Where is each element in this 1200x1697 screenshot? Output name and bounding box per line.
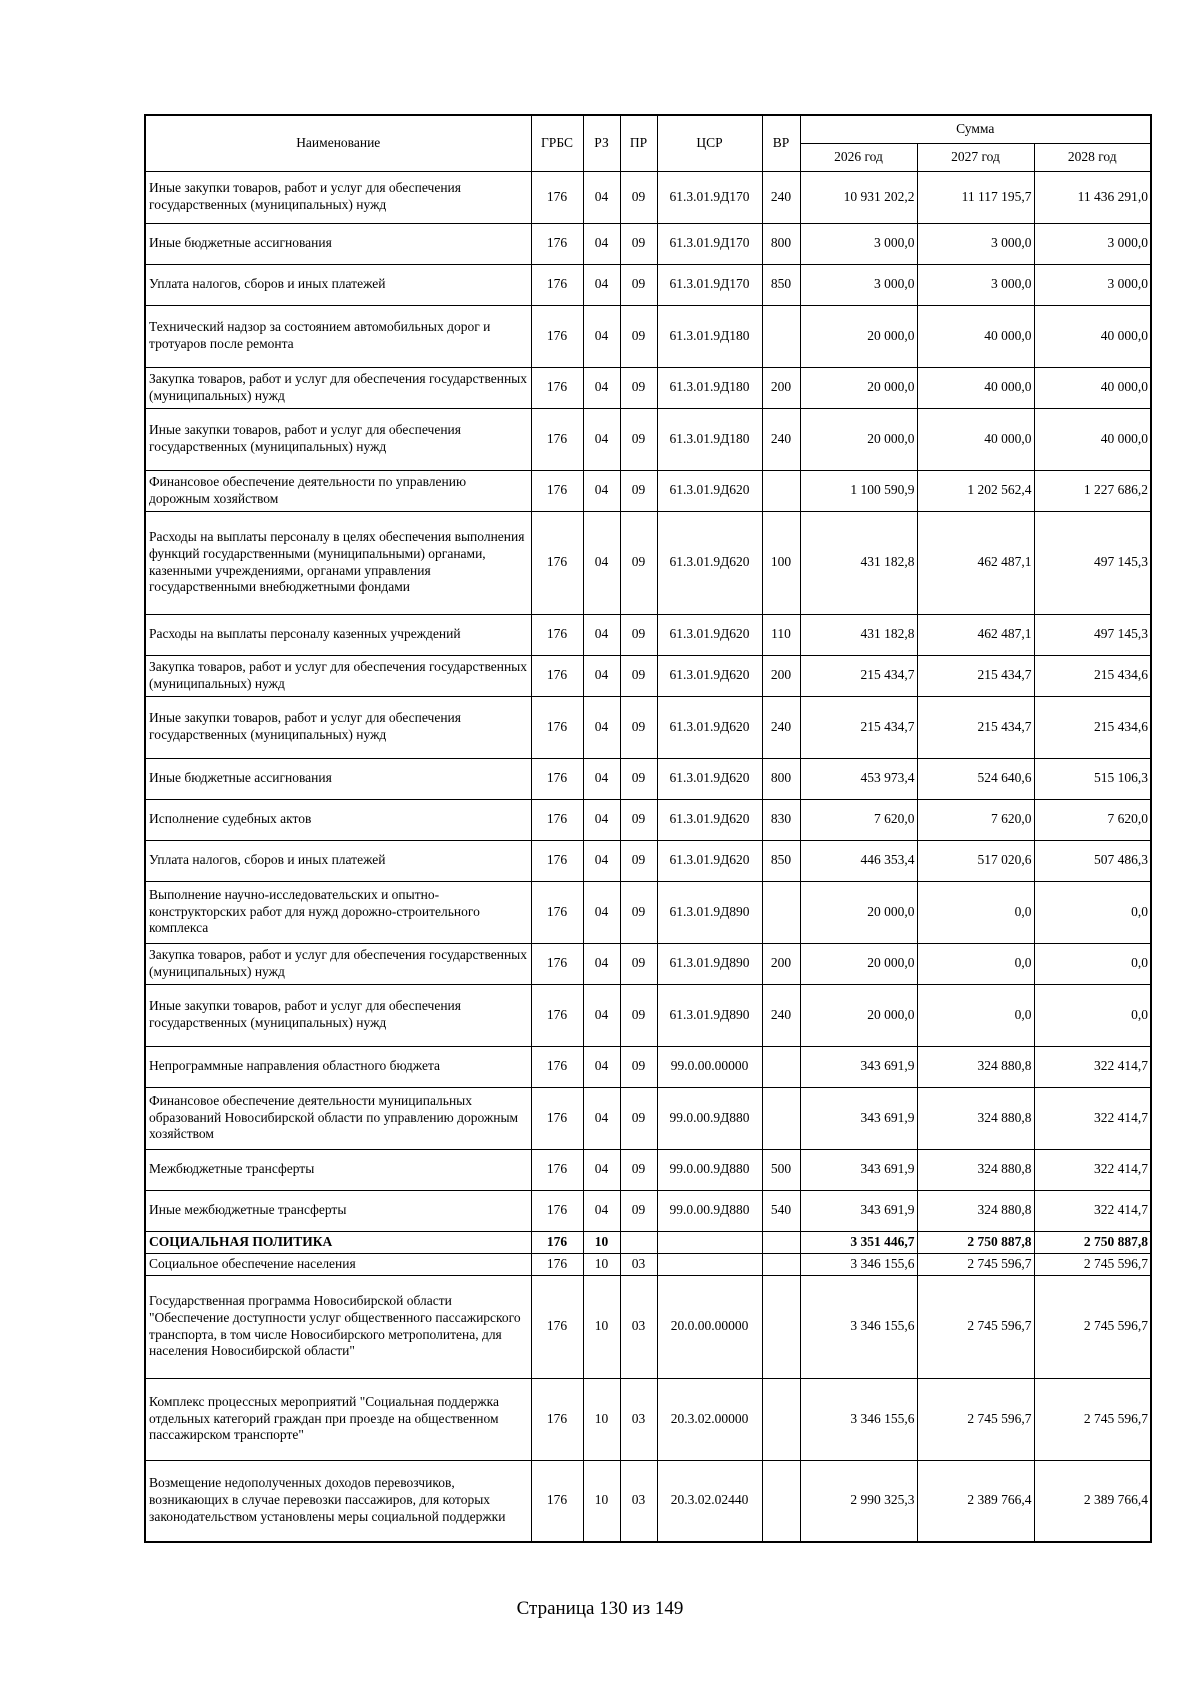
- cell-sum-2028: 497 145,3: [1034, 614, 1151, 655]
- cell-sum-2026: 20 000,0: [800, 984, 917, 1046]
- cell-sum-2026: 20 000,0: [800, 305, 917, 367]
- cell-pr: 09: [620, 264, 657, 305]
- cell-csr: 61.3.01.9Д620: [657, 470, 762, 511]
- cell-sum-2027: 2 745 596,7: [917, 1378, 1034, 1460]
- cell-rz: 04: [583, 655, 620, 696]
- cell-grbs: 176: [531, 1190, 583, 1231]
- cell-rz: 04: [583, 881, 620, 943]
- cell-vr: [762, 1087, 800, 1149]
- cell-name: Финансовое обеспечение деятельности муниципальных образований Новосибирской области по управлению дорожным хозяйством: [145, 1087, 531, 1149]
- cell-rz: 04: [583, 758, 620, 799]
- cell-sum-2026: 3 346 155,6: [800, 1253, 917, 1275]
- cell-csr: [657, 1231, 762, 1253]
- cell-csr: 61.3.01.9Д170: [657, 171, 762, 223]
- cell-pr: 09: [620, 943, 657, 984]
- cell-rz: 10: [583, 1253, 620, 1275]
- table-row: [145, 614, 1151, 655]
- cell-sum-2027: 462 487,1: [917, 614, 1034, 655]
- cell-csr: 61.3.01.9Д180: [657, 408, 762, 470]
- cell-csr: 61.3.01.9Д180: [657, 305, 762, 367]
- cell-grbs: 176: [531, 470, 583, 511]
- cell-rz: 04: [583, 264, 620, 305]
- cell-rz: 04: [583, 984, 620, 1046]
- cell-sum-2026: 446 353,4: [800, 840, 917, 881]
- cell-sum-2026: 343 691,9: [800, 1087, 917, 1149]
- cell-sum-2028: 40 000,0: [1034, 305, 1151, 367]
- cell-rz: 10: [583, 1231, 620, 1253]
- cell-grbs: 176: [531, 799, 583, 840]
- cell-name: Государственная программа Новосибирской области "Обеспечение доступности услуг общественного пассажирского транспорта, в том числе Новосибирского метрополитена, для населения Новосибирской области": [145, 1275, 531, 1378]
- page-number: Страница 130 из 149: [516, 1598, 684, 1619]
- table-body: [145, 171, 1151, 1542]
- cell-sum-2027: 1 202 562,4: [917, 470, 1034, 511]
- cell-name: Закупка товаров, работ и услуг для обеспечения государственных (муниципальных) нужд: [145, 655, 531, 696]
- cell-grbs: 176: [531, 840, 583, 881]
- cell-grbs: 176: [531, 655, 583, 696]
- cell-pr: 03: [620, 1275, 657, 1378]
- cell-pr: 09: [620, 305, 657, 367]
- cell-pr: [620, 1231, 657, 1253]
- cell-grbs: 176: [531, 1231, 583, 1253]
- table-row: [145, 511, 1151, 614]
- cell-rz: 04: [583, 943, 620, 984]
- cell-vr: 110: [762, 614, 800, 655]
- cell-vr: 240: [762, 408, 800, 470]
- header-pr: ПР: [620, 115, 657, 171]
- cell-sum-2028: 40 000,0: [1034, 367, 1151, 408]
- table-row: [145, 1087, 1151, 1149]
- cell-grbs: 176: [531, 1149, 583, 1190]
- cell-grbs: 176: [531, 511, 583, 614]
- cell-rz: 04: [583, 470, 620, 511]
- table-row: [145, 758, 1151, 799]
- cell-name: Возмещение недополученных доходов перевозчиков, возникающих в случае перевозки пассажиров, для которых законодательством установлены меры социальной поддержки: [145, 1460, 531, 1542]
- cell-sum-2027: 0,0: [917, 984, 1034, 1046]
- cell-pr: 09: [620, 758, 657, 799]
- cell-sum-2028: 497 145,3: [1034, 511, 1151, 614]
- cell-csr: 61.3.01.9Д620: [657, 614, 762, 655]
- cell-sum-2028: 1 227 686,2: [1034, 470, 1151, 511]
- cell-sum-2028: 0,0: [1034, 881, 1151, 943]
- cell-sum-2026: 343 691,9: [800, 1149, 917, 1190]
- cell-pr: 09: [620, 1046, 657, 1087]
- cell-csr: 61.3.01.9Д620: [657, 511, 762, 614]
- cell-pr: 09: [620, 799, 657, 840]
- cell-pr: 09: [620, 367, 657, 408]
- cell-vr: [762, 881, 800, 943]
- cell-name: Иные бюджетные ассигнования: [145, 223, 531, 264]
- cell-sum-2028: 215 434,6: [1034, 696, 1151, 758]
- cell-sum-2026: 10 931 202,2: [800, 171, 917, 223]
- budget-table: [144, 114, 1152, 1543]
- cell-sum-2026: 20 000,0: [800, 408, 917, 470]
- header-rz: РЗ: [583, 115, 620, 171]
- cell-pr: 09: [620, 614, 657, 655]
- cell-pr: 03: [620, 1460, 657, 1542]
- table-row: [145, 840, 1151, 881]
- cell-rz: 04: [583, 1046, 620, 1087]
- table-row: [145, 367, 1151, 408]
- cell-vr: 800: [762, 758, 800, 799]
- cell-grbs: 176: [531, 1275, 583, 1378]
- table-row: [145, 1460, 1151, 1542]
- cell-rz: 04: [583, 223, 620, 264]
- cell-csr: 61.3.01.9Д890: [657, 943, 762, 984]
- cell-vr: 830: [762, 799, 800, 840]
- cell-sum-2027: 2 389 766,4: [917, 1460, 1034, 1542]
- cell-name: Выполнение научно-исследовательских и опытно-конструкторских работ для нужд дорожно-строительного комплекса: [145, 881, 531, 943]
- table-row: [145, 984, 1151, 1046]
- cell-grbs: 176: [531, 1378, 583, 1460]
- header-grbs: ГРБС: [531, 115, 583, 171]
- cell-name: Закупка товаров, работ и услуг для обеспечения государственных (муниципальных) нужд: [145, 367, 531, 408]
- cell-vr: 100: [762, 511, 800, 614]
- cell-name: Иные бюджетные ассигнования: [145, 758, 531, 799]
- cell-grbs: 176: [531, 1087, 583, 1149]
- cell-sum-2027: 324 880,8: [917, 1149, 1034, 1190]
- cell-csr: 61.3.01.9Д620: [657, 696, 762, 758]
- cell-rz: 04: [583, 511, 620, 614]
- cell-name: Межбюджетные трансферты: [145, 1149, 531, 1190]
- cell-grbs: 176: [531, 614, 583, 655]
- cell-grbs: 176: [531, 408, 583, 470]
- cell-sum-2027: 0,0: [917, 881, 1034, 943]
- cell-pr: 09: [620, 1190, 657, 1231]
- cell-rz: 04: [583, 696, 620, 758]
- cell-vr: 240: [762, 984, 800, 1046]
- cell-rz: 04: [583, 171, 620, 223]
- cell-pr: 09: [620, 470, 657, 511]
- cell-csr: 61.3.01.9Д890: [657, 984, 762, 1046]
- table-row: [145, 470, 1151, 511]
- cell-sum-2026: 20 000,0: [800, 367, 917, 408]
- cell-sum-2028: 2 745 596,7: [1034, 1253, 1151, 1275]
- cell-sum-2028: 7 620,0: [1034, 799, 1151, 840]
- cell-sum-2027: 40 000,0: [917, 305, 1034, 367]
- cell-rz: 04: [583, 305, 620, 367]
- cell-sum-2027: 0,0: [917, 943, 1034, 984]
- cell-grbs: 176: [531, 696, 583, 758]
- cell-rz: 04: [583, 799, 620, 840]
- cell-grbs: 176: [531, 1253, 583, 1275]
- cell-sum-2028: 322 414,7: [1034, 1046, 1151, 1087]
- header-sum: Сумма: [800, 115, 1151, 143]
- cell-pr: 09: [620, 655, 657, 696]
- cell-sum-2027: 324 880,8: [917, 1046, 1034, 1087]
- cell-name: Социальное обеспечение населения: [145, 1253, 531, 1275]
- cell-sum-2027: 2 745 596,7: [917, 1253, 1034, 1275]
- cell-csr: 61.3.01.9Д170: [657, 223, 762, 264]
- cell-rz: 04: [583, 408, 620, 470]
- cell-name: Комплекс процессных мероприятий "Социальная поддержка отдельных категорий граждан при проезде на общественном пассажирском транспорте": [145, 1378, 531, 1460]
- table-row: [145, 305, 1151, 367]
- table-row: [145, 1253, 1151, 1275]
- table-row: [145, 1231, 1151, 1253]
- cell-sum-2028: 507 486,3: [1034, 840, 1151, 881]
- cell-name: Расходы на выплаты персоналу в целях обеспечения выполнения функций государственными (муниципальными) органами, казенными учреждениями, органами управления государственными внебюджетными фондами: [145, 511, 531, 614]
- cell-sum-2027: 40 000,0: [917, 408, 1034, 470]
- cell-name: Уплата налогов, сборов и иных платежей: [145, 264, 531, 305]
- cell-vr: 240: [762, 696, 800, 758]
- cell-pr: 09: [620, 696, 657, 758]
- cell-name: Иные закупки товаров, работ и услуг для обеспечения государственных (муниципальных) нужд: [145, 984, 531, 1046]
- cell-sum-2027: 2 750 887,8: [917, 1231, 1034, 1253]
- cell-pr: 03: [620, 1378, 657, 1460]
- cell-grbs: 176: [531, 171, 583, 223]
- table-row: [145, 1275, 1151, 1378]
- cell-rz: 04: [583, 1087, 620, 1149]
- table-row: [145, 223, 1151, 264]
- cell-pr: 09: [620, 840, 657, 881]
- cell-sum-2026: 343 691,9: [800, 1190, 917, 1231]
- cell-grbs: 176: [531, 984, 583, 1046]
- cell-pr: 09: [620, 511, 657, 614]
- cell-pr: 09: [620, 408, 657, 470]
- cell-vr: [762, 1378, 800, 1460]
- cell-vr: [762, 1275, 800, 1378]
- cell-name: Иные межбюджетные трансферты: [145, 1190, 531, 1231]
- cell-vr: 500: [762, 1149, 800, 1190]
- cell-sum-2027: 215 434,7: [917, 696, 1034, 758]
- cell-vr: [762, 470, 800, 511]
- cell-name: Закупка товаров, работ и услуг для обеспечения государственных (муниципальных) нужд: [145, 943, 531, 984]
- table-row: [145, 881, 1151, 943]
- cell-grbs: 176: [531, 264, 583, 305]
- cell-sum-2026: 3 000,0: [800, 264, 917, 305]
- cell-sum-2028: 322 414,7: [1034, 1087, 1151, 1149]
- cell-csr: 20.3.02.00000: [657, 1378, 762, 1460]
- cell-csr: 99.0.00.00000: [657, 1046, 762, 1087]
- header-csr: ЦСР: [657, 115, 762, 171]
- cell-rz: 10: [583, 1378, 620, 1460]
- table-row: [145, 171, 1151, 223]
- header-year-2027: 2027 год: [917, 143, 1034, 171]
- cell-sum-2027: 7 620,0: [917, 799, 1034, 840]
- table-row: [145, 655, 1151, 696]
- cell-vr: 200: [762, 655, 800, 696]
- cell-sum-2026: 3 346 155,6: [800, 1275, 917, 1378]
- cell-csr: 61.3.01.9Д890: [657, 881, 762, 943]
- cell-rz: 04: [583, 1149, 620, 1190]
- cell-vr: 850: [762, 264, 800, 305]
- cell-grbs: 176: [531, 943, 583, 984]
- header-name: Наименование: [145, 115, 531, 171]
- cell-csr: 20.3.02.02440: [657, 1460, 762, 1542]
- cell-sum-2028: 515 106,3: [1034, 758, 1151, 799]
- cell-name: Иные закупки товаров, работ и услуг для обеспечения государственных (муниципальных) нужд: [145, 408, 531, 470]
- cell-pr: 09: [620, 881, 657, 943]
- cell-rz: 04: [583, 1190, 620, 1231]
- cell-csr: [657, 1253, 762, 1275]
- cell-vr: [762, 1253, 800, 1275]
- cell-pr: 09: [620, 1087, 657, 1149]
- cell-sum-2026: 1 100 590,9: [800, 470, 917, 511]
- cell-sum-2026: 3 000,0: [800, 223, 917, 264]
- cell-vr: [762, 1460, 800, 1542]
- cell-name: Финансовое обеспечение деятельности по управлению дорожным хозяйством: [145, 470, 531, 511]
- cell-vr: 200: [762, 367, 800, 408]
- cell-sum-2027: 462 487,1: [917, 511, 1034, 614]
- cell-grbs: 176: [531, 1460, 583, 1542]
- cell-name: Иные закупки товаров, работ и услуг для обеспечения государственных (муниципальных) нужд: [145, 171, 531, 223]
- table-header: [145, 115, 1151, 171]
- cell-sum-2027: 517 020,6: [917, 840, 1034, 881]
- cell-vr: 200: [762, 943, 800, 984]
- cell-sum-2028: 2 745 596,7: [1034, 1275, 1151, 1378]
- cell-csr: 61.3.01.9Д620: [657, 758, 762, 799]
- cell-pr: 03: [620, 1253, 657, 1275]
- cell-csr: 61.3.01.9Д620: [657, 799, 762, 840]
- cell-sum-2027: 3 000,0: [917, 223, 1034, 264]
- cell-sum-2028: 2 750 887,8: [1034, 1231, 1151, 1253]
- cell-grbs: 176: [531, 1046, 583, 1087]
- header-vr: ВР: [762, 115, 800, 171]
- cell-sum-2026: 3 351 446,7: [800, 1231, 917, 1253]
- cell-name: СОЦИАЛЬНАЯ ПОЛИТИКА: [145, 1231, 531, 1253]
- table-row: [145, 264, 1151, 305]
- cell-sum-2027: 2 745 596,7: [917, 1275, 1034, 1378]
- cell-sum-2028: 2 745 596,7: [1034, 1378, 1151, 1460]
- cell-pr: 09: [620, 984, 657, 1046]
- cell-grbs: 176: [531, 367, 583, 408]
- cell-sum-2026: 20 000,0: [800, 943, 917, 984]
- cell-sum-2028: 3 000,0: [1034, 264, 1151, 305]
- cell-csr: 61.3.01.9Д170: [657, 264, 762, 305]
- cell-sum-2026: 431 182,8: [800, 614, 917, 655]
- cell-name: Исполнение судебных актов: [145, 799, 531, 840]
- cell-sum-2026: 7 620,0: [800, 799, 917, 840]
- cell-sum-2027: 324 880,8: [917, 1087, 1034, 1149]
- cell-sum-2028: 3 000,0: [1034, 223, 1151, 264]
- cell-csr: 20.0.00.00000: [657, 1275, 762, 1378]
- cell-sum-2026: 20 000,0: [800, 881, 917, 943]
- cell-grbs: 176: [531, 881, 583, 943]
- cell-vr: [762, 305, 800, 367]
- cell-vr: 540: [762, 1190, 800, 1231]
- cell-sum-2028: 322 414,7: [1034, 1190, 1151, 1231]
- cell-csr: 99.0.00.9Д880: [657, 1190, 762, 1231]
- header-year-2028: 2028 год: [1034, 143, 1151, 171]
- table-row: [145, 1378, 1151, 1460]
- budget-table-sheet: [144, 114, 1152, 1543]
- cell-pr: 09: [620, 223, 657, 264]
- cell-name: Расходы на выплаты персоналу казенных учреждений: [145, 614, 531, 655]
- cell-sum-2027: 40 000,0: [917, 367, 1034, 408]
- cell-grbs: 176: [531, 758, 583, 799]
- cell-sum-2026: 3 346 155,6: [800, 1378, 917, 1460]
- cell-grbs: 176: [531, 305, 583, 367]
- cell-vr: [762, 1046, 800, 1087]
- header-year-2026: 2026 год: [800, 143, 917, 171]
- cell-rz: 04: [583, 840, 620, 881]
- cell-rz: 04: [583, 367, 620, 408]
- cell-sum-2026: 215 434,7: [800, 696, 917, 758]
- cell-pr: 09: [620, 171, 657, 223]
- cell-sum-2027: 11 117 195,7: [917, 171, 1034, 223]
- table-row: [145, 943, 1151, 984]
- table-row: [145, 696, 1151, 758]
- cell-csr: 61.3.01.9Д180: [657, 367, 762, 408]
- cell-sum-2026: 2 990 325,3: [800, 1460, 917, 1542]
- cell-rz: 10: [583, 1460, 620, 1542]
- cell-sum-2027: 524 640,6: [917, 758, 1034, 799]
- cell-csr: 99.0.00.9Д880: [657, 1149, 762, 1190]
- cell-sum-2028: 40 000,0: [1034, 408, 1151, 470]
- table-row: [145, 1046, 1151, 1087]
- table-row: [145, 408, 1151, 470]
- cell-rz: 10: [583, 1275, 620, 1378]
- cell-csr: 61.3.01.9Д620: [657, 840, 762, 881]
- cell-vr: 240: [762, 171, 800, 223]
- cell-sum-2028: 215 434,6: [1034, 655, 1151, 696]
- cell-pr: 09: [620, 1149, 657, 1190]
- cell-name: Непрограммные направления областного бюджета: [145, 1046, 531, 1087]
- cell-vr: 850: [762, 840, 800, 881]
- cell-sum-2026: 343 691,9: [800, 1046, 917, 1087]
- cell-name: Уплата налогов, сборов и иных платежей: [145, 840, 531, 881]
- table-row: [145, 1149, 1151, 1190]
- cell-sum-2027: 3 000,0: [917, 264, 1034, 305]
- table-row: [145, 1190, 1151, 1231]
- cell-sum-2026: 215 434,7: [800, 655, 917, 696]
- cell-sum-2028: 0,0: [1034, 943, 1151, 984]
- cell-rz: 04: [583, 614, 620, 655]
- cell-name: Технический надзор за состоянием автомобильных дорог и тротуаров после ремонта: [145, 305, 531, 367]
- cell-vr: [762, 1231, 800, 1253]
- cell-sum-2028: 2 389 766,4: [1034, 1460, 1151, 1542]
- cell-csr: 61.3.01.9Д620: [657, 655, 762, 696]
- cell-sum-2027: 324 880,8: [917, 1190, 1034, 1231]
- cell-name: Иные закупки товаров, работ и услуг для обеспечения государственных (муниципальных) нужд: [145, 696, 531, 758]
- cell-csr: 99.0.00.9Д880: [657, 1087, 762, 1149]
- cell-sum-2026: 431 182,8: [800, 511, 917, 614]
- cell-sum-2028: 0,0: [1034, 984, 1151, 1046]
- cell-grbs: 176: [531, 223, 583, 264]
- cell-sum-2026: 453 973,4: [800, 758, 917, 799]
- cell-sum-2027: 215 434,7: [917, 655, 1034, 696]
- cell-sum-2028: 11 436 291,0: [1034, 171, 1151, 223]
- cell-sum-2028: 322 414,7: [1034, 1149, 1151, 1190]
- table-row: [145, 799, 1151, 840]
- cell-vr: 800: [762, 223, 800, 264]
